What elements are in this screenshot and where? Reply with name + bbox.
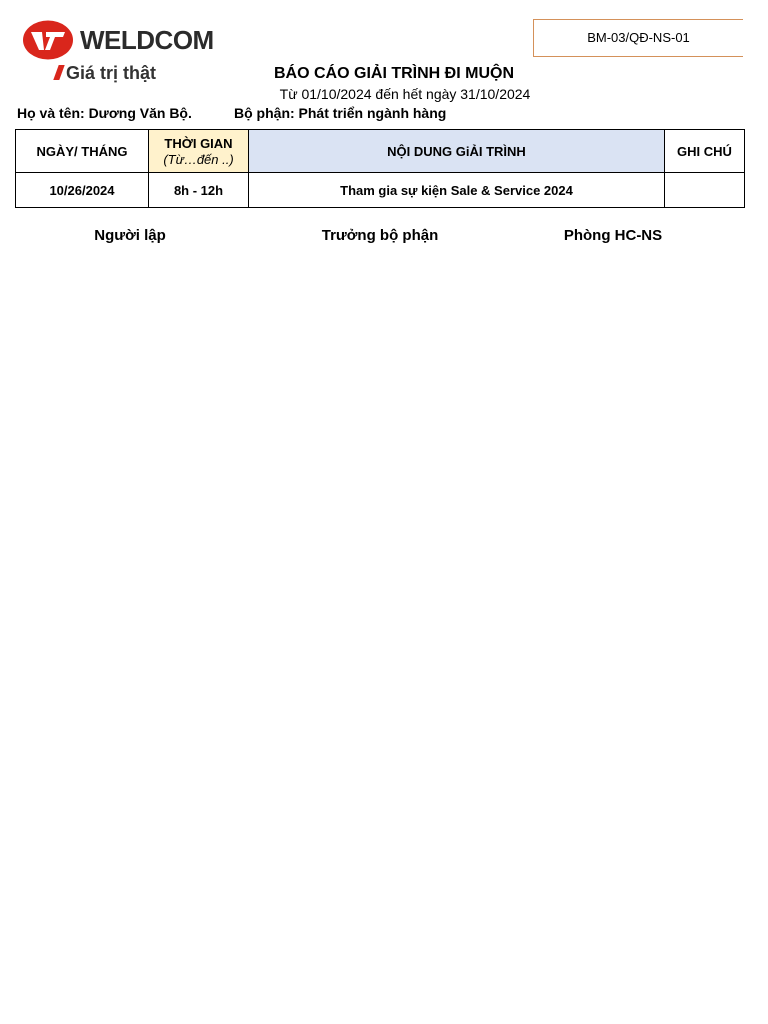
explanation-table bbox=[15, 129, 745, 208]
cell-date: 10/26/2024 bbox=[16, 173, 149, 208]
slogan-mark-icon bbox=[53, 65, 64, 80]
header-time-sublabel: (Từ…đến ..) bbox=[163, 151, 234, 167]
form-code-box: BM-03/QĐ-NS-01 bbox=[533, 19, 743, 57]
header-time bbox=[149, 130, 249, 173]
cell-content: Tham gia sự kiện Sale & Service 2024 bbox=[249, 173, 665, 208]
logo-slogan-text: Giá trị thật bbox=[66, 63, 157, 83]
table-header-row bbox=[16, 130, 745, 173]
signature-department-head: Trưởng bộ phận bbox=[321, 227, 439, 244]
header-date: NGÀY/ THÁNG bbox=[16, 130, 149, 173]
report-title: BÁO CÁO GIẢI TRÌNH ĐI MUỘN bbox=[274, 65, 514, 82]
cell-time: 8h - 12h bbox=[149, 173, 249, 208]
report-period: Từ 01/10/2024 đến hết ngày 31/10/2024 bbox=[279, 86, 531, 102]
weldcom-logo-icon bbox=[22, 20, 74, 60]
logo-brand-text: WELDCOM bbox=[80, 25, 214, 55]
logo-slogan bbox=[56, 62, 156, 84]
table-row bbox=[16, 173, 745, 208]
company-logo bbox=[22, 18, 222, 86]
signature-creator: Người lập bbox=[94, 227, 166, 244]
employee-department: Bộ phận: Phát triển ngành hàng bbox=[234, 105, 447, 121]
employee-name: Họ và tên: Dương Văn Bộ. bbox=[17, 105, 192, 121]
header-content: NỘI DUNG GiẢI TRÌNH bbox=[249, 130, 665, 173]
header-note: GHI CHÚ bbox=[665, 130, 745, 173]
cell-note bbox=[665, 173, 745, 208]
signature-hr: Phòng HC-NS bbox=[563, 227, 663, 244]
header-time-label: THỜI GIAN bbox=[164, 135, 233, 151]
